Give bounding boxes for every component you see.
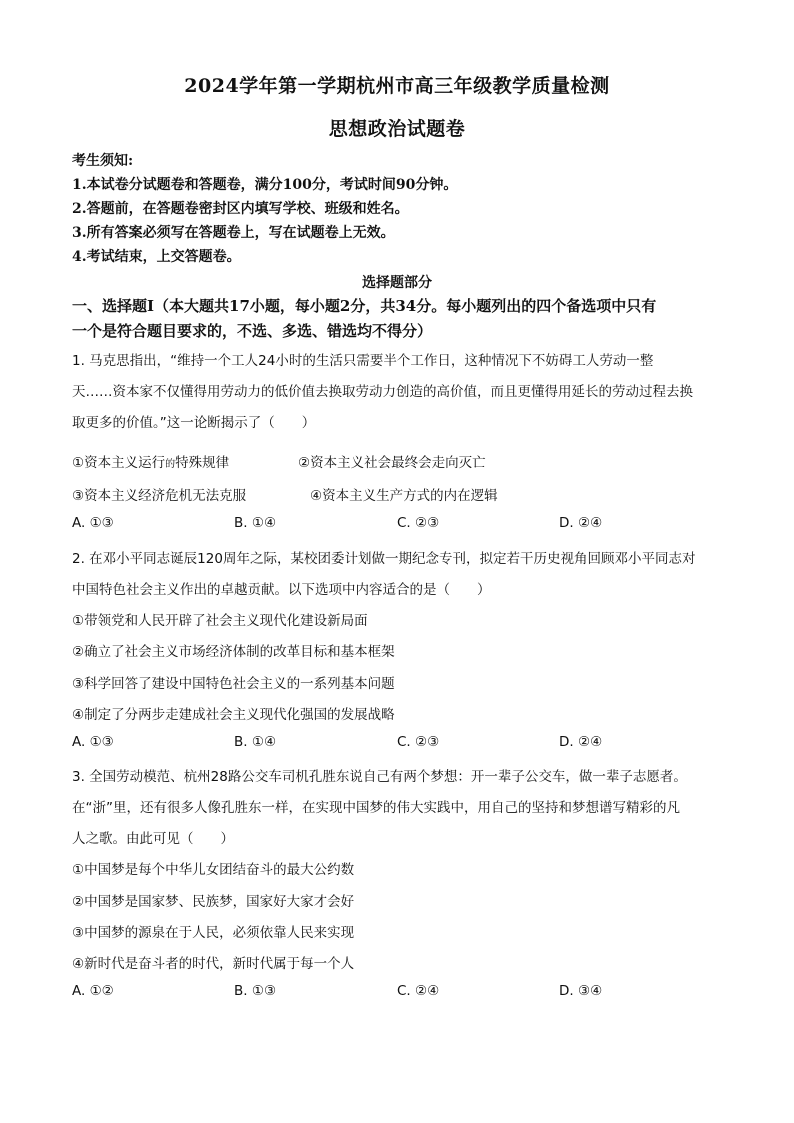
choice-d[interactable]: D. ②④	[559, 734, 603, 750]
question-2-line-1: 2. 在邓小平同志诞辰120周年之际，某校团委计划做一期纪念专刊，拟定若干历史视角回顾邓小平同志对	[72, 551, 696, 567]
notice-item: 3.所有答案必须写在答题卷上，写在试题卷上无效。	[72, 225, 395, 241]
notice-item: 2.答题前，在答题卷密封区内填写学校、班级和姓名。	[72, 201, 409, 217]
statement-text: ①资本主义运行	[72, 455, 166, 471]
question-2-statement-3: ③科学回答了建设中国特色社会主义的一系列基本问题	[72, 676, 395, 692]
question-3-line-1: 3. 全国劳动模范、杭州28路公交车司机孔胜东说自己有两个梦想：开一辈子公交车，做一辈子志愿者。	[72, 769, 687, 785]
part-instructions-line-2: 一个是符合题目要求的，不选、多选、错选均不得分）	[72, 322, 433, 340]
notice-heading: 考生须知:	[72, 153, 134, 169]
choice-b[interactable]: B. ①④	[234, 734, 277, 750]
question-2-statement-1: ①带领党和人民开辟了社会主义现代化建设新局面	[72, 613, 368, 629]
choice-d[interactable]: D. ③④	[559, 983, 603, 999]
choice-d[interactable]: D. ②④	[559, 515, 603, 531]
choice-c[interactable]: C. ②③	[397, 515, 440, 531]
question-3-statement-1: ①中国梦是每个中华儿女团结奋斗的最大公约数	[72, 862, 355, 878]
question-3-choices	[72, 983, 732, 1001]
question-2-statement-2: ②确立了社会主义市场经济体制的改革目标和基本框架	[72, 644, 395, 660]
question-3-statement-2: ②中国梦是国家梦、民族梦，国家好大家才会好	[72, 894, 355, 910]
question-1-statement-4: ④资本主义生产方式的内在逻辑	[310, 488, 498, 504]
question-1-line-1: 1. 马克思指出，“维持一个工人24小时的生活只需要半个工作日，这种情况下不妨碍工人劳动一整	[72, 353, 654, 369]
question-3-statement-3: ③中国梦的源泉在于人民，必须依靠人民来实现	[72, 925, 355, 941]
choice-a[interactable]: A. ①②	[72, 983, 114, 999]
choice-b[interactable]: B. ①④	[234, 515, 277, 531]
question-1-line-2: 天……资本家不仅懂得用劳动力的低价值去换取劳动力创造的高价值，而且更懂得用延长的劳动过程去换	[72, 384, 693, 400]
section-heading: 选择题部分	[362, 275, 432, 291]
choice-b[interactable]: B. ①③	[234, 983, 277, 999]
choice-a[interactable]: A. ①③	[72, 515, 114, 531]
question-2-choices	[72, 734, 732, 752]
question-1-statement-3: ③资本主义经济危机无法克服	[72, 488, 247, 504]
statement-text: 特殊规律	[175, 455, 230, 471]
question-1-choices	[72, 515, 732, 533]
notice-item: 4.考试结束，上交答题卷。	[72, 249, 241, 265]
question-1-statement-2: ②资本主义社会最终会走向灭亡	[298, 455, 486, 471]
choice-a[interactable]: A. ①③	[72, 734, 114, 750]
statement-superscript: 的	[165, 459, 176, 470]
exam-subtitle: 思想政治试题卷	[328, 118, 466, 140]
question-1-line-3: 取更多的价值。”这一论断揭示了（ ）	[72, 415, 316, 431]
notice-item: 1.本试卷分试题卷和答题卷，满分100分，考试时间90分钟。	[72, 177, 458, 193]
choice-c[interactable]: C. ②④	[397, 983, 440, 999]
question-1-statements-row-1	[72, 451, 732, 469]
choice-c[interactable]: C. ②③	[397, 734, 440, 750]
question-1-statement-1	[72, 451, 229, 471]
question-2-line-2: 中国特色社会主义作出的卓越贡献。以下选项中内容适合的是（ ）	[72, 582, 491, 598]
question-3-statement-4: ④新时代是奋斗者的时代，新时代属于每一个人	[72, 956, 355, 972]
question-2-statement-4: ④制定了分两步走建成社会主义现代化强国的发展战略	[72, 707, 395, 723]
question-3-line-3: 人之歌。由此可见（ ）	[72, 831, 234, 847]
part-instructions-line-1: 一、选择题Ⅰ（本大题共17小题，每小题2分，共34分。每小题列出的四个备选项中只有	[72, 297, 657, 315]
question-3-line-2: 在“浙”里，还有很多人像孔胜东一样，在实现中国梦的伟大实践中，用自己的坚持和梦想谱写精彩的凡	[72, 800, 680, 816]
question-1-statements-row-2	[72, 484, 732, 502]
exam-title: 2024学年第一学期杭州市高三年级教学质量检测	[184, 75, 610, 97]
